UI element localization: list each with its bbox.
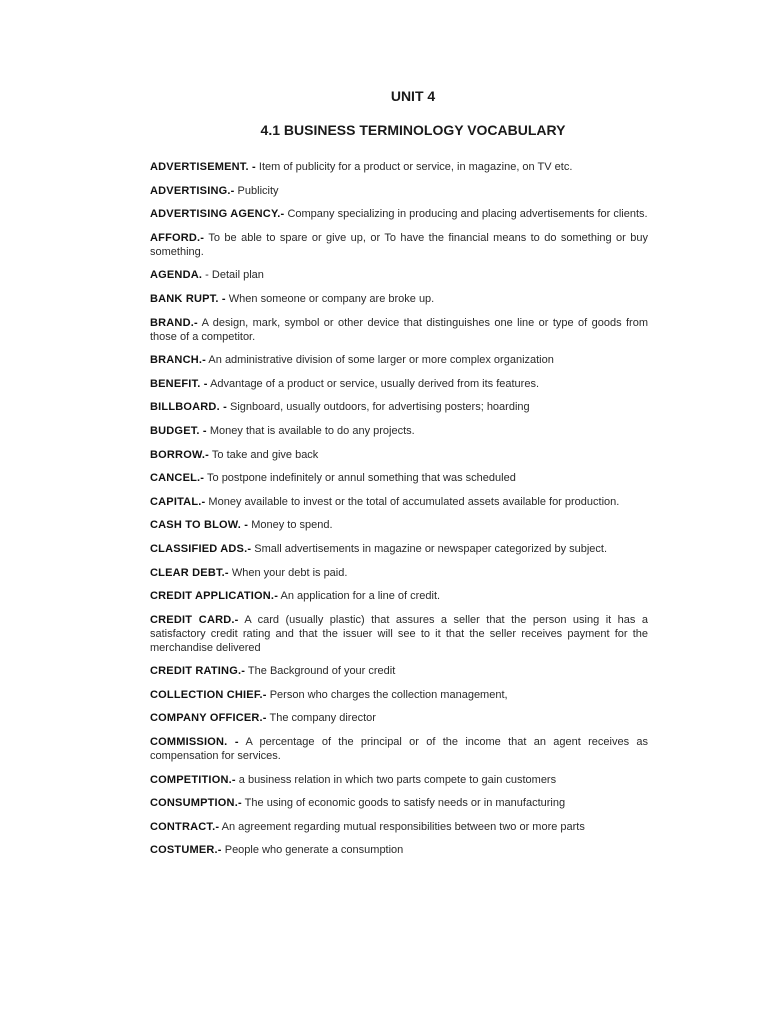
vocabulary-term: BUDGET. -: [150, 424, 207, 437]
vocabulary-term: BENEFIT. -: [150, 377, 208, 390]
vocabulary-entry: [150, 292, 648, 306]
vocabulary-entry: [150, 796, 648, 810]
vocabulary-entry: [150, 160, 648, 174]
vocabulary-entry: [150, 843, 648, 857]
unit-title: UNIT 4: [390, 88, 436, 104]
vocabulary-definition: An application for a line of credit.: [278, 590, 441, 603]
vocabulary-term: ADVERTISING.-: [150, 184, 235, 197]
vocabulary-definition: Money available to invest or the total of accumulated assets available for production.: [205, 495, 620, 508]
vocabulary-definition: When someone or company are broke up.: [225, 292, 435, 305]
vocabulary-definition: Money that is available to do any projects.: [206, 424, 415, 437]
vocabulary-term: BILLBOARD. -: [150, 401, 227, 414]
vocabulary-term: BRAND.-: [150, 316, 198, 329]
vocabulary-entry: [150, 316, 648, 344]
section-title: 4.1 BUSINESS TERMINOLOGY VOCABULARY: [260, 122, 566, 138]
vocabulary-entry: [150, 495, 648, 509]
vocabulary-definition: Small advertisements in magazine or newspaper categorized by subject.: [251, 542, 608, 555]
vocabulary-entry: [150, 184, 648, 198]
vocabulary-entry: [150, 231, 648, 259]
vocabulary-definition: To be able to spare or give up, or To have the financial means to do something or buy something.: [150, 231, 648, 258]
vocabulary-entry: [150, 471, 648, 485]
vocabulary-entry: [150, 566, 648, 580]
vocabulary-definition: To postpone indefinitely or annul something that was scheduled: [204, 472, 516, 485]
vocabulary-entry: [150, 353, 648, 367]
vocabulary-entry: [150, 735, 648, 763]
vocabulary-definition: Item of publicity for a product or service, in magazine, on TV etc.: [255, 161, 573, 173]
vocabulary-definition: Advantage of a product or service, usually derived from its features.: [207, 377, 540, 390]
vocabulary-definition: People who generate a consumption: [221, 844, 404, 857]
vocabulary-entry: [150, 664, 648, 678]
vocabulary-term: CONSUMPTION.-: [150, 797, 242, 810]
vocabulary-entry: [150, 518, 648, 532]
vocabulary-term: AFFORD.-: [150, 231, 205, 244]
vocabulary-term: CASH TO BLOW. -: [150, 519, 249, 532]
vocabulary-entry: [150, 589, 648, 603]
vocabulary-term: COMPETITION.-: [150, 773, 236, 786]
vocabulary-definition: Person who charges the collection management,: [266, 688, 508, 701]
vocabulary-term: ADVERTISING AGENCY.-: [150, 208, 285, 221]
vocabulary-entry: [150, 448, 648, 462]
vocabulary-definition: An agreement regarding mutual responsibilities between two or more parts: [219, 820, 585, 833]
vocabulary-definition: - Detail plan: [202, 269, 264, 282]
vocabulary-term: BANK RUPT. -: [150, 292, 226, 305]
vocabulary-definition: Money to spend.: [248, 519, 333, 532]
vocabulary-entry: [150, 711, 648, 725]
vocabulary-entry: [150, 268, 648, 282]
vocabulary-definition: A design, mark, symbol or other device that distinguishes one line or type of goods from those of a competitor.: [150, 316, 648, 343]
vocabulary-definition: Publicity: [234, 184, 279, 197]
vocabulary-term: BORROW.-: [150, 448, 210, 461]
vocabulary-definition: A card (usually plastic) that assures a seller that the person using it has a satisfactory credit rating and that the issuer will see to it that the seller receives payment for the merchandise delivered: [150, 613, 648, 654]
vocabulary-entry: [150, 613, 648, 655]
vocabulary-definition: Company specializing in producing and placing advertisements for clients.: [284, 208, 648, 221]
vocabulary-term: CANCEL.-: [150, 472, 205, 485]
vocabulary-term: COSTUMER.-: [150, 844, 222, 857]
vocabulary-definition: To take and give back: [209, 448, 319, 461]
vocabulary-entry: [150, 424, 648, 438]
vocabulary-definition: An administrative division of some larger or more complex organization: [205, 354, 554, 367]
vocabulary-term: ADVERTISEMENT. -: [150, 161, 256, 173]
vocabulary-term: CLASSIFIED ADS.-: [150, 542, 252, 555]
vocabulary-entry: [150, 207, 648, 221]
vocabulary-term: COMMISSION. -: [150, 736, 239, 749]
vocabulary-term: CREDIT RATING.-: [150, 665, 246, 678]
vocabulary-entry: [150, 688, 648, 702]
vocabulary-term: CONTRACT.-: [150, 820, 220, 833]
vocabulary-term: CREDIT APPLICATION.-: [150, 590, 279, 603]
vocabulary-definition: The Background of your credit: [245, 665, 396, 678]
vocabulary-definition: When your debt is paid.: [228, 566, 348, 579]
vocabulary-entry: [150, 542, 648, 556]
vocabulary-term: BRANCH.-: [150, 354, 206, 367]
vocabulary-term: CAPITAL.-: [150, 495, 206, 508]
vocabulary-definition: A percentage of the principal or of the income that an agent receives as compensation for services.: [150, 736, 648, 763]
vocabulary-entry: [150, 773, 648, 787]
vocabulary-entry: [150, 400, 648, 414]
vocabulary-term: CREDIT CARD.-: [150, 613, 239, 626]
vocabulary-list: [150, 160, 648, 857]
vocabulary-definition: The using of economic goods to satisfy needs or in manufacturing: [241, 797, 566, 810]
vocabulary-definition: a business relation in which two parts compete to gain customers: [235, 773, 557, 786]
vocabulary-entry: [150, 377, 648, 391]
vocabulary-definition: The company director: [266, 712, 376, 725]
vocabulary-definition: Signboard, usually outdoors, for advertising posters; hoarding: [226, 401, 530, 414]
vocabulary-term: AGENDA.: [150, 269, 203, 282]
vocabulary-term: COMPANY OFFICER.-: [150, 712, 267, 725]
vocabulary-entry: [150, 820, 648, 834]
vocabulary-term: COLLECTION CHIEF.-: [150, 688, 267, 701]
vocabulary-term: CLEAR DEBT.-: [150, 566, 229, 579]
